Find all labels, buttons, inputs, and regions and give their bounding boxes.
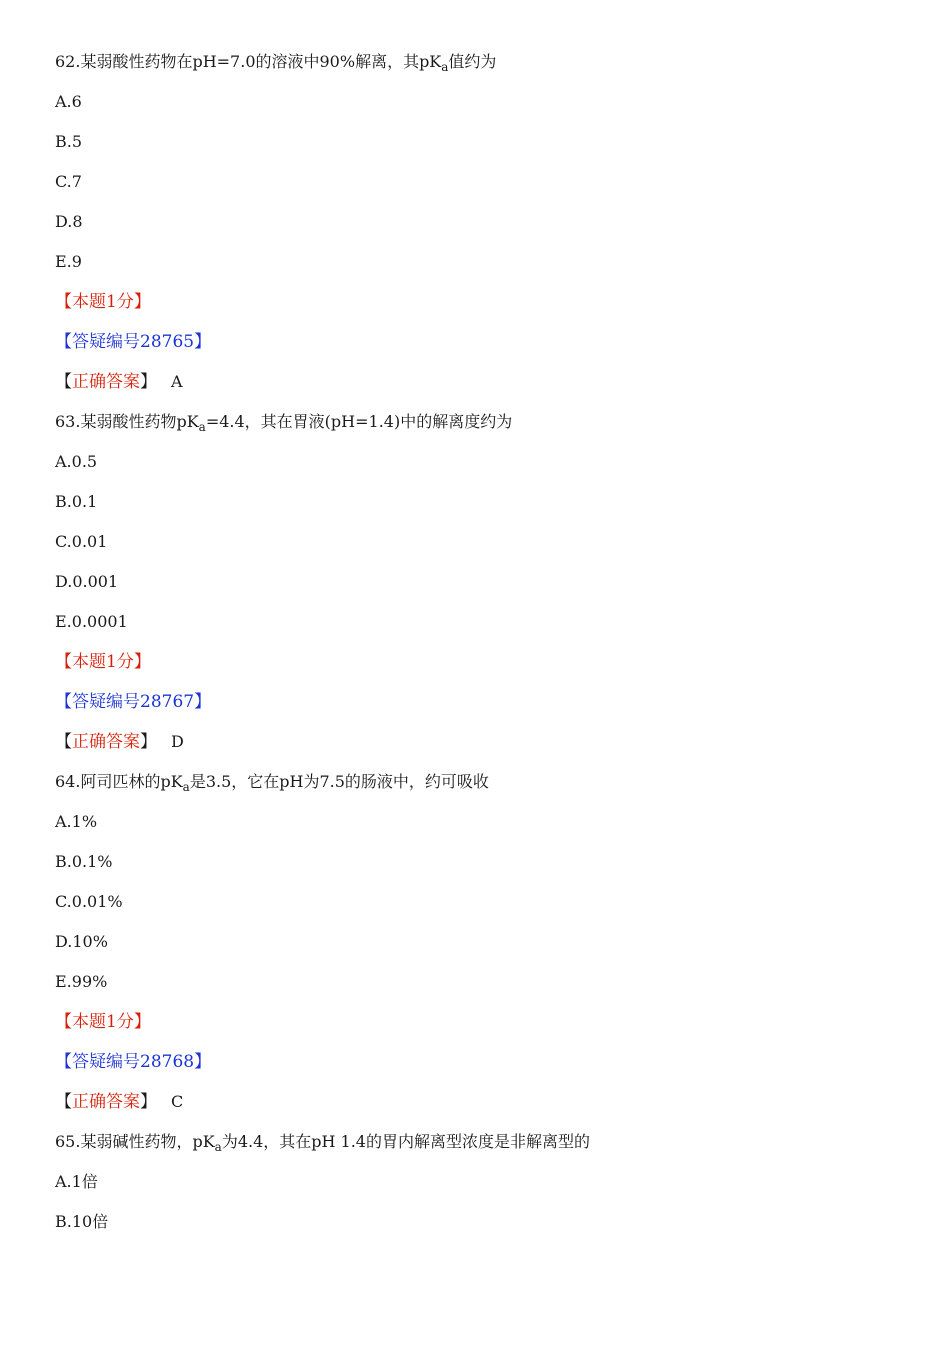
subscript: a <box>441 60 449 74</box>
score-label: 本题1分 <box>72 652 134 672</box>
option-e: E.0.0001 <box>55 612 128 631</box>
score-label: 本题1分 <box>72 1012 134 1032</box>
qa-number-tag[interactable]: 【答疑编号28768】 <box>55 1052 212 1072</box>
option-a: A.1倍 <box>55 1172 98 1191</box>
answer-tag: 【正确答案】 D <box>55 732 184 752</box>
question-text: 阿司匹林的pK <box>80 772 183 791</box>
qa-number-label[interactable]: 答疑编号28767 <box>72 692 195 712</box>
answer-value: C <box>171 1092 184 1111</box>
question-number: 63. <box>55 412 81 431</box>
exam-page <box>55 52 915 1252</box>
option-e: E.9 <box>55 252 82 271</box>
option-d: D.0.001 <box>55 572 119 591</box>
answer-value: A <box>171 372 183 391</box>
score-tag: 【本题1分】 <box>55 292 151 312</box>
option-c: C.7 <box>55 172 82 191</box>
score-tag: 【本题1分】 <box>55 652 151 672</box>
question-text-end: =4.4，其在胃液(pH=1.4)中的解离度约为 <box>205 412 513 431</box>
question-62 <box>55 52 915 392</box>
qa-number-tag[interactable]: 【答疑编号28767】 <box>55 692 212 712</box>
question-text: 某弱酸性药物在pH=7.0的溶液中90%解离，其pK <box>80 52 442 71</box>
option-a: A.6 <box>55 92 82 111</box>
option-e: E.99% <box>55 972 108 991</box>
question-number: 64. <box>55 772 81 791</box>
question-stem <box>55 52 915 72</box>
option-c: C.0.01% <box>55 892 123 911</box>
option-a: A.1% <box>55 812 98 831</box>
answer-tag: 【正确答案】 A <box>55 372 183 392</box>
score-tag: 【本题1分】 <box>55 1012 151 1032</box>
answer-label: 正确答案 <box>72 372 140 392</box>
option-a: A.0.5 <box>55 452 98 471</box>
question-64 <box>55 772 915 1112</box>
answer-value: D <box>171 732 184 751</box>
question-text-end: 是3.5，它在pH为7.5的肠液中，约可吸收 <box>189 772 489 791</box>
qa-number-label[interactable]: 答疑编号28768 <box>72 1052 195 1072</box>
option-c: C.0.01 <box>55 532 108 551</box>
question-text-end: 值约为 <box>448 52 497 71</box>
question-stem <box>55 412 915 432</box>
question-number: 62. <box>55 52 81 71</box>
option-d: D.8 <box>55 212 83 231</box>
answer-label: 正确答案 <box>72 1092 140 1112</box>
subscript: a <box>182 780 190 794</box>
option-d: D.10% <box>55 932 108 951</box>
question-65 <box>55 1132 915 1232</box>
option-b: B.0.1% <box>55 852 113 871</box>
question-text-end: 为4.4，其在pH 1.4的胃内解离型浓度是非解离型的 <box>221 1132 590 1151</box>
answer-label: 正确答案 <box>72 732 140 752</box>
question-stem <box>55 1132 915 1152</box>
score-label: 本题1分 <box>72 292 134 312</box>
answer-tag: 【正确答案】 C <box>55 1092 184 1112</box>
qa-number-label[interactable]: 答疑编号28765 <box>72 332 195 352</box>
option-b: B.10倍 <box>55 1212 109 1231</box>
option-b: B.0.1 <box>55 492 98 511</box>
question-number: 65. <box>55 1132 81 1151</box>
subscript: a <box>198 420 206 434</box>
question-63 <box>55 412 915 752</box>
question-stem <box>55 772 915 792</box>
subscript: a <box>214 1140 222 1154</box>
question-text: 某弱碱性药物，pK <box>80 1132 215 1151</box>
qa-number-tag[interactable]: 【答疑编号28765】 <box>55 332 212 352</box>
option-b: B.5 <box>55 132 83 151</box>
question-text: 某弱酸性药物pK <box>80 412 199 431</box>
